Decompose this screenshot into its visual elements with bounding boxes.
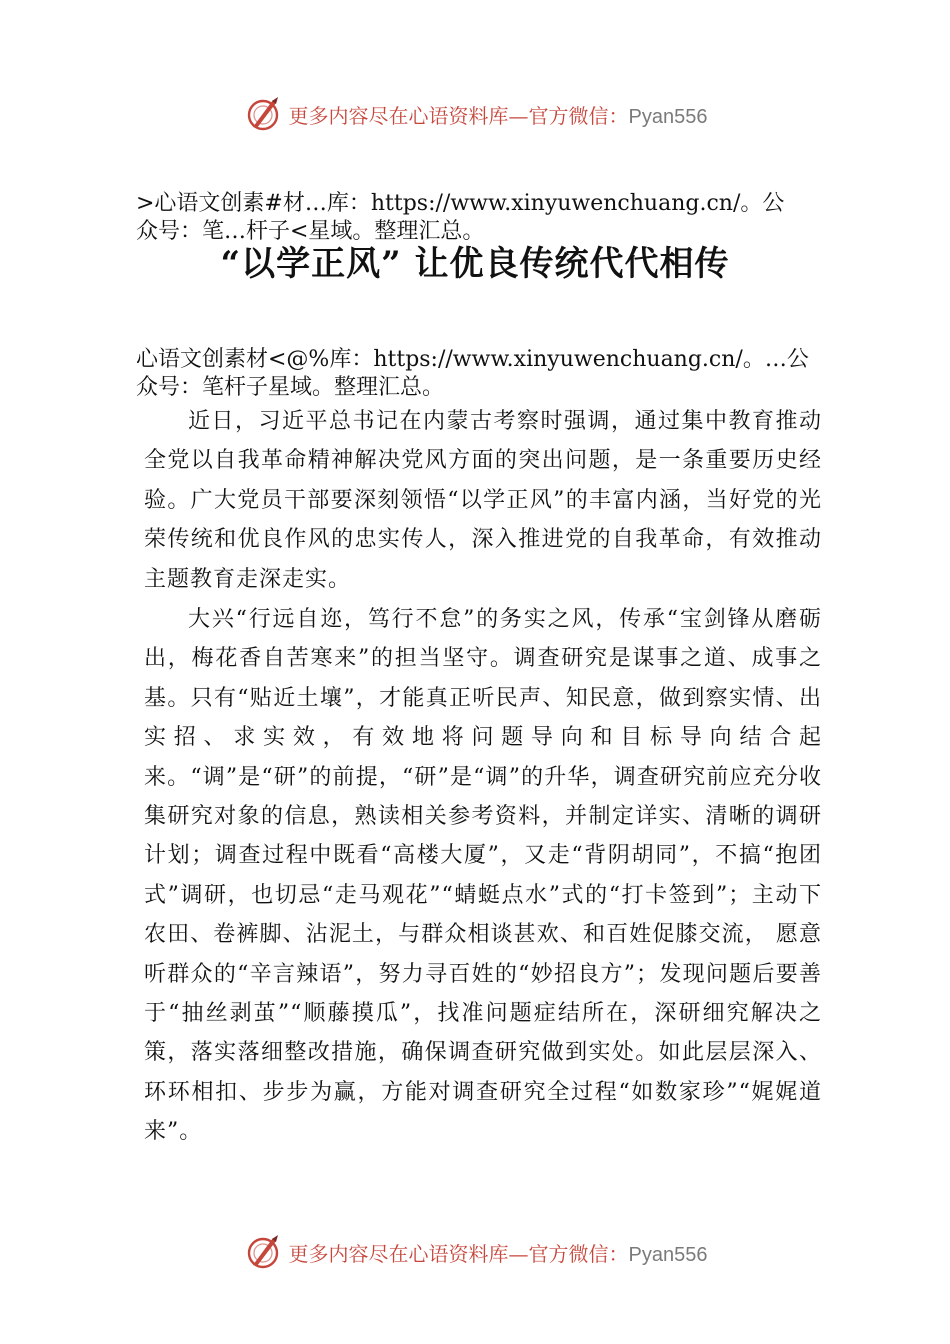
header-banner bbox=[0, 92, 950, 136]
footer-banner bbox=[0, 1230, 950, 1274]
article-paragraph: 近日，习近平总书记在内蒙古考察时强调，通过集中教育推动全党以自我革命精神解决党风方面的突出问题，是一条重要历史经验。广大党员干部要深刻领悟“以学正风”的丰富内涵，当好党的光荣传统和优良作风的忠实传人，深入推进党的自我革命，有效推动主题教育走深走实。 bbox=[144, 409, 822, 592]
source-note-line: 众号：笔…杆子<星域。整理汇总。 bbox=[136, 219, 485, 244]
source-note-line: 众号：笔杆子星域。整理汇总。 bbox=[136, 375, 445, 400]
article-title: “以学正风” 让优良传统代代相传 bbox=[220, 244, 730, 284]
source-note-line: 心语文创素材<@%库：https://www.xinyuwenchuang.cn/。…公 bbox=[136, 347, 809, 372]
banner-wechat: Pyan556 bbox=[628, 1243, 708, 1266]
banner-wechat: Pyan556 bbox=[628, 105, 708, 128]
banner-text: 更多内容尽在心语资料库—官方微信： bbox=[288, 103, 629, 128]
source-note bbox=[136, 346, 836, 402]
source-note-line: >心语文创素#材…库：https://www.xinyuwenchuang.cn/。公 bbox=[136, 191, 785, 216]
source-note bbox=[136, 190, 836, 246]
quill-logo-icon bbox=[243, 1232, 283, 1272]
quill-logo-icon bbox=[243, 94, 283, 134]
article-paragraph: 大兴“行远自迩，笃行不怠”的务实之风，传承“宝剑锋从磨砺出，梅花香自苦寒来”的担当坚守。调查研究是谋事之道、成事之基。只有“贴近土壤”，才能真正听民声、知民意，做到察实情、出实招、求实效，有效地将问题导向和目标导向结合起来。“调”是“研”的前提，“研”是“调”的升华，调查研究前应充分收集研究对象的信息，熟读相关参考资料，并制定详实、清晰的调研计划；调查过程中既看“高楼大厦”，又走“背阴胡同”，不搞“抱团式”调研，也切忌“走马观花”“蜻蜓点水”式的“打卡签到”；主动下农田、卷裤脚、沾泥土，与群众相谈甚欢、和百姓促膝交流， 愿意听群众的“辛言辣语”，努力寻百姓的“妙招良方”；发现问题后要善于“抽丝剥茧”“顺藤摸瓜”，找准问题症结所在，深研细究解决之策，落实落细整改措施，确保调查研究做到实处。如此层层深入、环环相扣、步步为赢，方能对调查研究全过程“如数家珍”“娓娓道来”。 bbox=[144, 607, 822, 1145]
banner-text: 更多内容尽在心语资料库—官方微信： bbox=[288, 1241, 629, 1266]
